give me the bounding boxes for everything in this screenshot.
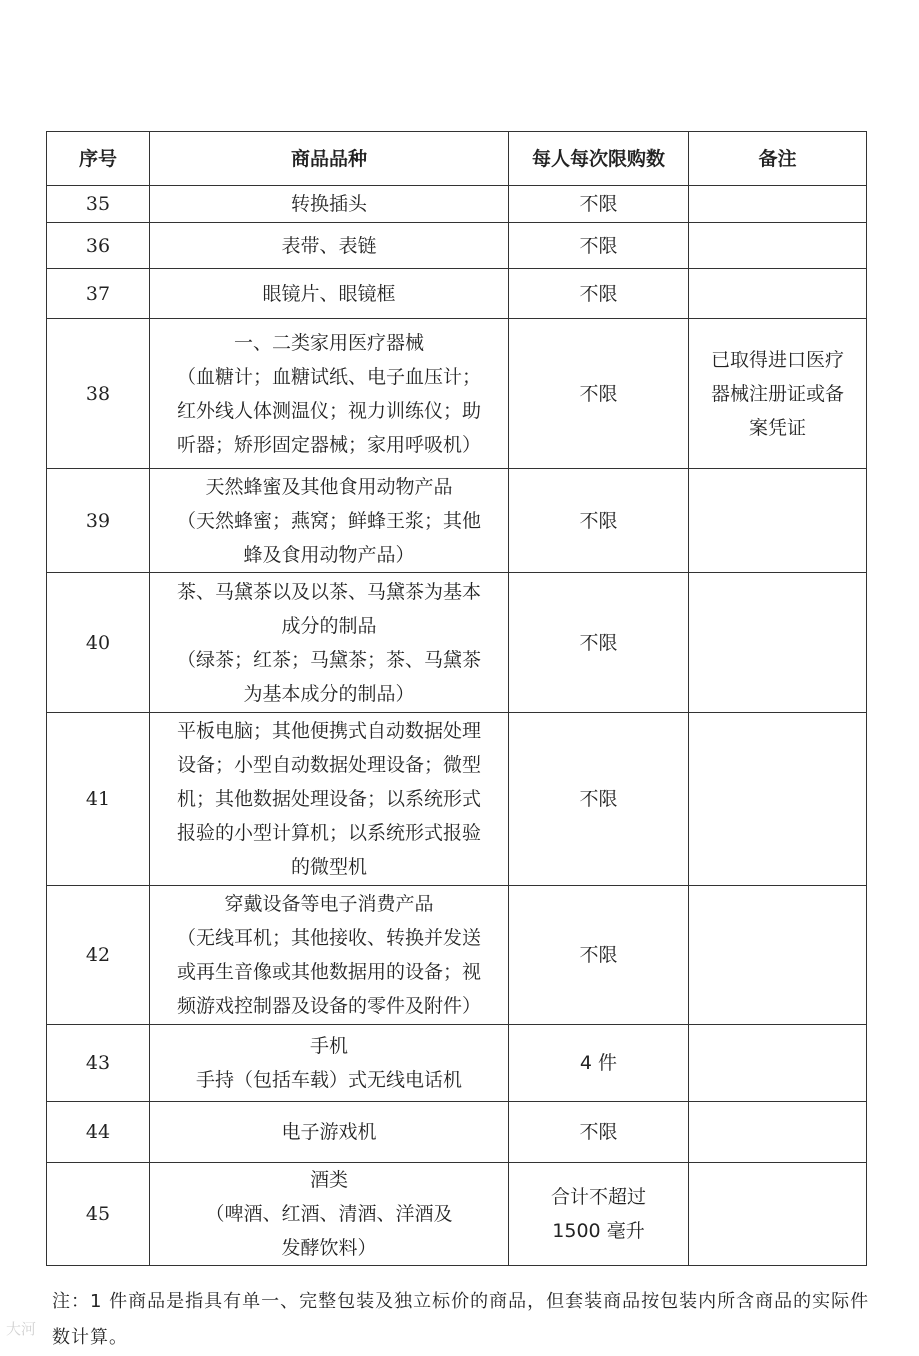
product-cell-line: 报验的小型计算机；以系统形式报验 [176,822,481,844]
remark-cell [689,573,867,713]
product-cell-line: 眼镜片、眼镜框 [262,282,396,305]
serial-cell: 41 [47,713,150,886]
serial-cell: 35 [47,186,150,223]
limit-cell-line: 不限 [579,631,618,654]
table-row [47,1025,867,1102]
limit-cell-line: 1500 毫升 [552,1220,645,1242]
limit-cell-line: 不限 [579,193,618,215]
product-cell-line: 茶、马黛茶以及以茶、马黛茶为基本 [176,580,481,603]
product-cell-line: 成分的制品 [281,614,377,637]
limit-cell-line: 合计不超过 [550,1186,646,1208]
product-cell-line: 平板电脑；其他便携式自动数据处理 [176,720,481,742]
table-row [47,1102,867,1163]
product-cell-line: （天然蜂蜜；燕窝；鲜蜂王浆；其他 [176,509,481,532]
product-cell [150,319,509,469]
product-cell-line: 天然蜂蜜及其他食用动物产品 [205,475,453,498]
serial-cell: 44 [47,1102,150,1163]
serial-cell: 42 [47,886,150,1025]
product-cell-line: 听器；矫形固定器械；家用呼吸机） [176,433,481,456]
product-cell-line: 蜂及食用动物产品） [243,543,415,566]
product-cell-line: 酒类 [309,1169,348,1191]
limit-cell [509,269,689,319]
product-cell [150,223,509,269]
table-header-row [47,132,867,186]
serial-cell: 40 [47,573,150,713]
header-product: 商品品种 [150,132,509,186]
product-cell-line: 为基本成分的制品） [243,682,415,705]
product-cell-line: 红外线人体测温仪；视力训练仪；助 [176,399,481,422]
remark-cell [689,1163,867,1266]
product-cell-line: （啤酒、红酒、清酒、洋酒及 [205,1203,453,1225]
remark-cell-line: 已取得进口医疗 [710,348,844,371]
product-cell [150,469,509,573]
product-cell-line: 或再生音像或其他数据用的设备；视 [176,961,481,983]
limit-cell [509,223,689,269]
table-row [47,573,867,713]
product-cell-line: 发酵饮料） [281,1237,377,1259]
product-cell-line: 频游戏控制器及设备的零件及附件） [176,995,481,1017]
product-cell [150,1025,509,1102]
table-row [47,186,867,223]
limit-cell-line: 不限 [579,944,618,966]
limit-cell [509,186,689,223]
product-cell-line: 手持（包括车载）式无线电话机 [195,1069,462,1091]
product-cell [150,713,509,886]
serial-cell: 37 [47,269,150,319]
remark-cell [689,186,867,223]
remark-cell [689,319,867,469]
limit-cell-line: 不限 [579,788,618,810]
table-row [47,469,867,573]
purchase-limit-table [46,131,867,1266]
table-row [47,1163,867,1266]
table-row [47,886,867,1025]
remark-cell [689,469,867,573]
product-cell [150,1163,509,1266]
limit-cell [509,469,689,573]
header-limit: 每人每次限购数 [509,132,689,186]
product-cell [150,186,509,223]
limit-cell-line: 不限 [579,282,618,305]
limit-cell [509,573,689,713]
remark-cell [689,269,867,319]
remark-cell [689,713,867,886]
product-cell [150,573,509,713]
table-row [47,269,867,319]
header-remark: 备注 [689,132,867,186]
product-cell-line: 穿戴设备等电子消费产品 [224,893,434,915]
table-row [47,319,867,469]
limit-cell-line: 4 件 [579,1052,618,1074]
product-cell-line: 转换插头 [290,193,367,215]
product-cell-line: （绿茶；红茶；马黛茶；茶、马黛茶 [176,648,481,671]
limit-cell [509,1163,689,1266]
limit-cell-line: 不限 [579,1121,618,1143]
limit-cell-line: 不限 [579,509,618,532]
limit-cell [509,886,689,1025]
remark-cell-line: 器械注册证或备 [710,382,844,405]
product-cell [150,1102,509,1163]
limit-cell-line: 不限 [579,234,618,257]
limit-cell-line: 不限 [579,382,618,405]
product-cell-line: 表带、表链 [281,234,377,257]
serial-cell: 38 [47,319,150,469]
product-cell [150,269,509,319]
footnote: 注：1 件商品是指具有单一、完整包装及独立标价的商品，但套装商品按包装内所含商品的实际件数计算。 [52,1291,870,1348]
remark-cell [689,1102,867,1163]
limit-cell [509,1102,689,1163]
serial-cell: 43 [47,1025,150,1102]
serial-cell: 39 [47,469,150,573]
table-body [47,186,867,1266]
product-cell-line: （血糖计；血糖试纸、电子血压计； [176,365,481,388]
watermark: 大河 [6,1320,37,1338]
product-cell-line: 一、二类家用医疗器械 [233,331,424,354]
limit-cell [509,1025,689,1102]
remark-cell [689,223,867,269]
header-serial: 序号 [47,132,150,186]
product-cell-line: 机；其他数据处理设备；以系统形式 [176,788,481,810]
limit-cell [509,713,689,886]
serial-cell: 36 [47,223,150,269]
remark-cell [689,1025,867,1102]
table-row [47,223,867,269]
remark-cell-line: 案凭证 [748,416,806,439]
product-cell-line: 设备；小型自动数据处理设备；微型 [176,754,481,776]
serial-cell: 45 [47,1163,150,1266]
limit-cell [509,319,689,469]
remark-cell [689,886,867,1025]
product-cell-line: （无线耳机；其他接收、转换并发送 [176,927,481,949]
product-cell-line: 电子游戏机 [281,1121,377,1143]
product-cell-line: 手机 [309,1035,348,1057]
product-cell-line: 的微型机 [290,856,367,878]
product-cell [150,886,509,1025]
table-row [47,713,867,886]
